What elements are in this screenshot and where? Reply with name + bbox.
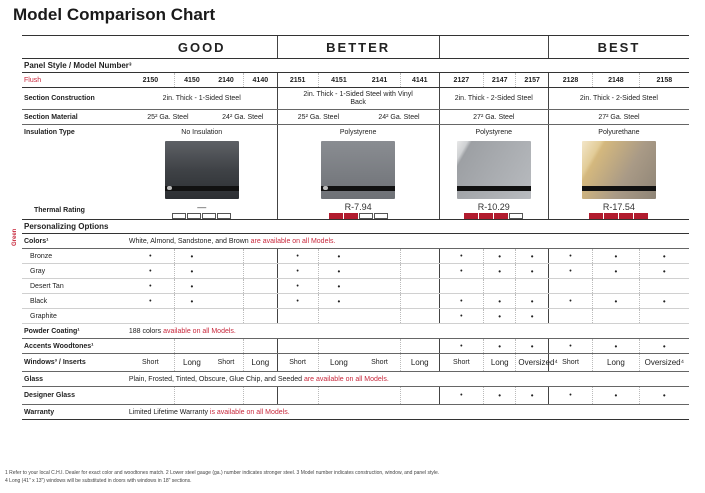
option-cell bbox=[400, 339, 439, 354]
cell-text: Polystyrene bbox=[277, 125, 439, 140]
option-cell bbox=[400, 387, 439, 405]
option-cell bbox=[244, 339, 278, 354]
option-cell: • bbox=[593, 264, 639, 279]
option-cell bbox=[127, 387, 175, 405]
row-label: Bronze bbox=[22, 249, 127, 264]
option-cell bbox=[318, 387, 359, 405]
option-cell: • bbox=[548, 339, 592, 354]
thermal-value: R-17.54 bbox=[602, 201, 635, 212]
option-cell: Long bbox=[318, 354, 359, 372]
option-cell bbox=[244, 309, 278, 324]
option-cell bbox=[359, 249, 400, 264]
option-cell bbox=[174, 387, 209, 405]
personalizing-heading: Personalizing Options bbox=[22, 220, 689, 234]
tier-header-row bbox=[22, 36, 689, 59]
thermal-value: R-10.29 bbox=[477, 201, 510, 212]
option-cell: • bbox=[516, 339, 548, 354]
option-cell: • bbox=[639, 387, 689, 405]
option-cell bbox=[359, 309, 400, 324]
glass-row bbox=[22, 372, 689, 387]
option-cell bbox=[484, 279, 516, 294]
option-cell: Long bbox=[400, 354, 439, 372]
thermal-value: — bbox=[197, 201, 207, 212]
windows-inserts-row bbox=[22, 354, 689, 372]
option-cell bbox=[516, 279, 548, 294]
option-cell: • bbox=[484, 264, 516, 279]
option-cell: • bbox=[484, 294, 516, 309]
colors-text: White, Almond, Sandstone, and Brown bbox=[128, 237, 251, 245]
panel-style-heading: Panel Style / Model Number³ bbox=[22, 59, 689, 73]
section-material-row bbox=[22, 110, 689, 125]
cell-text: 2in. Thick - 1-Sided Steel with Vinyl Back bbox=[277, 88, 439, 110]
option-cell: • bbox=[318, 279, 359, 294]
option-cell: • bbox=[484, 309, 516, 324]
page-title: Model Comparison Chart bbox=[13, 5, 216, 24]
model-number: 2140 bbox=[209, 73, 244, 88]
option-cell: • bbox=[548, 264, 592, 279]
warranty-text: Limited Lifetime Warranty bbox=[128, 408, 210, 416]
footnotes bbox=[5, 469, 439, 485]
glass-note: are available on all Models. bbox=[303, 375, 389, 383]
option-cell bbox=[209, 294, 244, 309]
option-cell: • bbox=[127, 249, 175, 264]
model-number: 2151 bbox=[277, 73, 318, 88]
option-cell: • bbox=[127, 294, 175, 309]
option-cell bbox=[359, 264, 400, 279]
option-cell: • bbox=[639, 264, 689, 279]
option-cell bbox=[277, 339, 318, 354]
option-cell: • bbox=[516, 387, 548, 405]
option-cell: • bbox=[174, 249, 209, 264]
cell-text: 27² Ga. Steel bbox=[439, 110, 548, 125]
thermal-bar-segment bbox=[634, 213, 648, 219]
option-cell bbox=[277, 387, 318, 405]
option-cell bbox=[244, 387, 278, 405]
color-option-row bbox=[22, 249, 689, 264]
option-cell: • bbox=[484, 387, 516, 405]
thermal-bar-segment bbox=[359, 213, 373, 219]
option-cell: • bbox=[439, 294, 483, 309]
option-cell bbox=[400, 309, 439, 324]
option-cell: • bbox=[548, 294, 592, 309]
colors-note: are available on all Models. bbox=[250, 237, 336, 245]
option-cell: Short bbox=[209, 354, 244, 372]
option-cell bbox=[593, 279, 639, 294]
door-image-better-2 bbox=[457, 141, 531, 199]
powder-coating-row bbox=[22, 324, 689, 339]
option-cell: Long bbox=[174, 354, 209, 372]
thermal-bar-segment bbox=[494, 213, 508, 219]
option-cell: • bbox=[318, 294, 359, 309]
cell-text: No Insulation bbox=[181, 128, 223, 136]
model-number: 2158 bbox=[639, 73, 689, 88]
option-cell: • bbox=[593, 249, 639, 264]
option-cell: • bbox=[439, 387, 483, 405]
model-number: 4140 bbox=[244, 73, 278, 88]
color-option-row bbox=[22, 264, 689, 279]
thermal-bar-segment bbox=[187, 213, 201, 219]
option-cell bbox=[209, 249, 244, 264]
option-cell bbox=[359, 339, 400, 354]
tier-better: BETTER bbox=[277, 36, 439, 59]
option-cell bbox=[244, 279, 278, 294]
thermal-value: R-7.94 bbox=[344, 201, 372, 212]
option-cell: • bbox=[484, 339, 516, 354]
powder-text: 188 colors bbox=[128, 327, 164, 335]
footnote-line-1: 1 Refer to your local C.H.I. Dealer for exact color and woodtones match. 2 Lower steel gauge (ga.) number indicates stronger steel. 3 Model number indicates construction, window, and panel style. bbox=[5, 470, 440, 476]
option-cell: • bbox=[593, 339, 639, 354]
option-cell: • bbox=[516, 309, 548, 324]
thermal-bar-segment bbox=[172, 213, 186, 219]
row-label: Colors¹ bbox=[22, 234, 127, 249]
row-label: Section Material bbox=[22, 110, 127, 125]
option-cell bbox=[244, 264, 278, 279]
accents-woodtones-row bbox=[22, 339, 689, 354]
model-number: 2141 bbox=[359, 73, 400, 88]
option-cell bbox=[400, 294, 439, 309]
model-number: 2157 bbox=[516, 73, 548, 88]
tier-best: BEST bbox=[548, 36, 689, 59]
option-cell bbox=[439, 279, 483, 294]
row-label: Warranty bbox=[22, 405, 127, 420]
thermal-bar-segment bbox=[604, 213, 618, 219]
warranty-row bbox=[22, 405, 689, 420]
color-option-row bbox=[22, 279, 689, 294]
model-number: 2150 bbox=[127, 73, 175, 88]
row-label: Powder Coating¹ bbox=[22, 324, 127, 339]
thermal-bars bbox=[551, 213, 687, 219]
option-cell: Long bbox=[244, 354, 278, 372]
option-cell bbox=[639, 279, 689, 294]
option-cell: • bbox=[277, 264, 318, 279]
row-label: Designer Glass bbox=[22, 387, 127, 405]
option-cell: • bbox=[174, 264, 209, 279]
option-cell: • bbox=[318, 249, 359, 264]
row-label: Insulation Type bbox=[24, 128, 75, 136]
model-number: 2147 bbox=[484, 73, 516, 88]
glass-text: Plain, Frosted, Tinted, Obscure, Glue Chip, and Seeded bbox=[128, 375, 304, 383]
model-number: 2128 bbox=[548, 73, 592, 88]
option-cell bbox=[174, 309, 209, 324]
colors-row bbox=[22, 234, 689, 249]
model-number: 2148 bbox=[593, 73, 639, 88]
cell-text: 27² Ga. Steel bbox=[548, 110, 689, 125]
option-cell bbox=[174, 339, 209, 354]
option-cell: Short bbox=[548, 354, 592, 372]
thermal-bar-segment bbox=[589, 213, 603, 219]
warranty-note: is available on all Models. bbox=[209, 408, 290, 416]
thermal-bar-segment bbox=[217, 213, 231, 219]
thermal-bars bbox=[280, 213, 437, 219]
color-option-row bbox=[22, 309, 689, 324]
cell-text: Polystyrene bbox=[439, 125, 548, 140]
thermal-bar-segment bbox=[344, 213, 358, 219]
option-cell bbox=[244, 249, 278, 264]
option-cell bbox=[209, 309, 244, 324]
option-cell bbox=[318, 309, 359, 324]
option-cell: • bbox=[639, 294, 689, 309]
footnote-line-2: 4 Long (41" x 13") windows will be substituted in doors with windows in 18" sections. bbox=[5, 478, 192, 484]
thermal-bar-segment bbox=[509, 213, 523, 219]
option-cell: • bbox=[127, 279, 175, 294]
option-cell bbox=[548, 279, 592, 294]
model-number: 4150 bbox=[174, 73, 209, 88]
thermal-bars bbox=[442, 213, 546, 219]
option-cell: • bbox=[439, 249, 483, 264]
model-number: 2127 bbox=[439, 73, 483, 88]
powder-note: available on all Models. bbox=[163, 327, 236, 335]
cell-text: 2in. Thick - 1-Sided Steel bbox=[127, 88, 277, 110]
option-cell: Short bbox=[127, 354, 175, 372]
option-cell: • bbox=[639, 249, 689, 264]
option-cell bbox=[359, 387, 400, 405]
row-label: Windows³ / Inserts bbox=[22, 354, 127, 372]
option-cell: Short bbox=[439, 354, 483, 372]
thermal-bars bbox=[129, 213, 275, 219]
option-cell bbox=[359, 294, 400, 309]
thermal-bar-segment bbox=[479, 213, 493, 219]
option-cell: • bbox=[516, 249, 548, 264]
option-cell: • bbox=[548, 249, 592, 264]
row-label: Black bbox=[22, 294, 127, 309]
option-cell: • bbox=[516, 294, 548, 309]
model-number: 4141 bbox=[400, 73, 439, 88]
option-cell bbox=[400, 279, 439, 294]
row-label: Accents Woodtones¹ bbox=[22, 339, 127, 354]
option-cell bbox=[277, 309, 318, 324]
thermal-bar-segment bbox=[619, 213, 633, 219]
option-cell: • bbox=[484, 249, 516, 264]
option-cell bbox=[593, 309, 639, 324]
cell-text: Polyurethane bbox=[548, 125, 689, 140]
option-cell bbox=[209, 279, 244, 294]
tier-better-2 bbox=[439, 36, 548, 59]
row-label: Thermal Rating bbox=[22, 201, 127, 220]
option-cell: • bbox=[277, 279, 318, 294]
door-image-better bbox=[321, 141, 395, 199]
option-cell bbox=[127, 339, 175, 354]
option-cell: Long bbox=[484, 354, 516, 372]
option-cell bbox=[209, 264, 244, 279]
cell-text: 2in. Thick - 2-Sided Steel bbox=[439, 88, 548, 110]
option-cell: • bbox=[593, 387, 639, 405]
cell-text: 24² Ga. Steel bbox=[209, 110, 277, 125]
cell-text: 25² Ga. Steel bbox=[277, 110, 359, 125]
option-cell: • bbox=[174, 294, 209, 309]
model-number-row bbox=[22, 73, 689, 88]
option-cell: • bbox=[593, 294, 639, 309]
row-label: Glass bbox=[22, 372, 127, 387]
row-label: Gray bbox=[22, 264, 127, 279]
option-cell bbox=[127, 309, 175, 324]
option-cell: • bbox=[439, 264, 483, 279]
thermal-bar-segment bbox=[374, 213, 388, 219]
option-cell bbox=[400, 264, 439, 279]
option-cell: Oversized⁴ bbox=[516, 354, 548, 372]
option-cell: • bbox=[548, 387, 592, 405]
row-label: Section Construction bbox=[22, 88, 127, 110]
option-cell: • bbox=[277, 294, 318, 309]
cell-text: 25² Ga. Steel bbox=[127, 110, 209, 125]
option-cell: • bbox=[639, 339, 689, 354]
row-label: Graphite bbox=[22, 309, 127, 324]
option-cell: • bbox=[318, 264, 359, 279]
option-cell: Short bbox=[277, 354, 318, 372]
green-badge: Green bbox=[12, 228, 18, 246]
cell-text: 2in. Thick - 2-Sided Steel bbox=[548, 88, 689, 110]
option-cell bbox=[359, 279, 400, 294]
section-construction-row bbox=[22, 88, 689, 110]
door-image-row bbox=[22, 139, 689, 201]
thermal-rating-row bbox=[22, 201, 689, 220]
door-image-good bbox=[165, 141, 239, 199]
option-cell: • bbox=[439, 309, 483, 324]
option-cell bbox=[400, 249, 439, 264]
flush-label: Flush bbox=[22, 73, 127, 88]
option-cell: Oversized⁴ bbox=[639, 354, 689, 372]
option-cell: • bbox=[439, 339, 483, 354]
option-cell bbox=[209, 387, 244, 405]
option-cell: • bbox=[277, 249, 318, 264]
insulation-type-row bbox=[22, 125, 689, 140]
option-cell bbox=[639, 309, 689, 324]
option-cell: • bbox=[516, 264, 548, 279]
option-cell bbox=[548, 309, 592, 324]
option-cell: • bbox=[127, 264, 175, 279]
thermal-bar-segment bbox=[202, 213, 216, 219]
option-cell bbox=[318, 339, 359, 354]
tier-good: GOOD bbox=[127, 36, 277, 59]
designer-glass-row bbox=[22, 387, 689, 405]
model-number: 4151 bbox=[318, 73, 359, 88]
cell-text: 24² Ga. Steel bbox=[359, 110, 439, 125]
option-cell bbox=[209, 339, 244, 354]
door-image-best bbox=[582, 141, 656, 199]
thermal-bar-segment bbox=[329, 213, 343, 219]
comparison-table bbox=[22, 35, 689, 420]
option-cell: • bbox=[174, 279, 209, 294]
thermal-bar-segment bbox=[464, 213, 478, 219]
option-cell bbox=[244, 294, 278, 309]
color-option-row bbox=[22, 294, 689, 309]
option-cell: Short bbox=[359, 354, 400, 372]
row-label: Desert Tan bbox=[22, 279, 127, 294]
option-cell: Long bbox=[593, 354, 639, 372]
